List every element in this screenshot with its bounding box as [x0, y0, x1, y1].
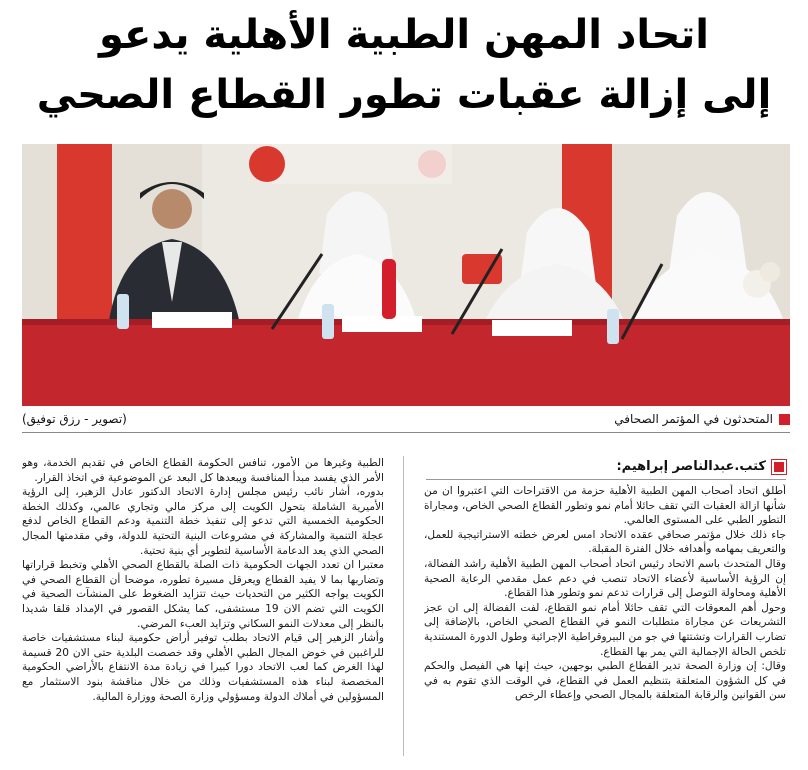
- paragraph: معتبرا ان تعدد الجهات الحكومية ذات الصلة بالقطاع الصحي الأهلي وتخبط قراراتها وتضاربها بما لا يفيد القطاع ويعرقل مسيرة تطوره، موضحا أن القطاع الصحي في الكويت يواجه الكثير من التحديات حيث تتزايد الضغوط على المنشآت الصحية في الكويت التي تضم الان 19 مستشفى، كما يشكل القصور في الإمداد قلقا شديدا بالنظر إلى معدلات النمو السكاني وتزايد العبء المرضي.: [22, 559, 384, 630]
- paragraph: جاء ذلك خلال مؤتمر صحافي عقده الاتحاد امس لعرض خطته الاستراتيجية للعمل، والتعريف بمهامه وأهدافه خلال الفترة المقبلة.: [424, 528, 786, 556]
- caption-marker-icon: [779, 414, 790, 425]
- photo-credit: (تصوير - رزق توفيق): [22, 412, 127, 426]
- byline-marker-icon: [772, 460, 786, 474]
- article-column-right: [424, 484, 786, 770]
- byline: [426, 455, 786, 480]
- paragraph: وأشار الزهير إلى قيام الاتحاد بطلب توفير أراض حكومية لبناء مستشفيات خاصة للراغبين في خوض المجال الطبي الأهلي وقد خصصت البلدية حتى الان 20 قسيمة لهذا الغرض كما لعب الاتحاد دورا كبيرا في زيادة مدة الانتفاع بالأراضي الحكومية المخصصة لبناء هذه المستشفيات وذلك من خلال مناقشة بنود الاستثمار مع المسؤولين في أملاك الدولة ومسؤولي وزارة الصحة ووزارة المالية.: [22, 632, 384, 703]
- headline-line-2: إلى إزالة عقبات تطور القطاع الصحي: [36, 72, 772, 118]
- byline-text: كتب.عبدالناصر إبراهيم:: [616, 459, 766, 474]
- article-column-left: [22, 456, 384, 770]
- column-divider: [403, 456, 404, 756]
- photo-caption-bar: [22, 408, 790, 430]
- caption-rule: [22, 432, 790, 433]
- headline-line-1: اتحاد المهن الطبية الأهلية يدعو: [98, 12, 710, 58]
- paragraph: الطبية وغيرها من الأمور، تنافس الحكومة القطاع الخاص في تقديم الخدمة، وهو الأمر الذي يفسد مبدأ المنافسة ويبعدها كل البعد عن الموضوعية في اتخاذ القرار.: [22, 457, 384, 484]
- photo-caption: المتحدثون في المؤتمر الصحافي: [614, 408, 790, 430]
- paragraph: وحول أهم المعوقات التي تقف حائلا أمام نمو القطاع، لفت الفضالة إلى ان عجز التشريعات عن مجاراة متطلبات النمو في القطاع الصحي الخاص، بالإضافة إلى تضارب القرارات وتشتتها في جو من البيروقراطية الإجرائية وطول الدورة المستندية تلخص الحالة الإجمالية التي يمر بها القطاع.: [424, 601, 786, 658]
- paragraph: أطلق اتحاد أصحاب المهن الطبية الأهلية حزمة من الاقتراحات التي اعتبروا ان من شأنها ازالة العقبات التي تقف حائلا أمام نمو وتطور القطاع الصحي الخاص، ومجاراة التطور الطبي على المستوى العالمي.: [424, 485, 786, 527]
- paragraph: وقال المتحدث باسم الاتحاد رئيس اتحاد أصحاب المهن الطبية الأهلية راشد الفضالة، إن الرؤية الأساسية لأعضاء الاتحاد تنصب في دعم عمل مقدمي الرعاية الصحية الأهلية ومحاولة التوصل إلى قرارات تدعم نمو وتطور هذا القطاع.: [424, 557, 786, 600]
- paragraph: بدوره، أشار نائب رئيس مجلس إدارة الاتحاد الدكتور عادل الزهير، إلى الرؤية الأميرية الشاملة بتحول الكويت إلى مركز مالي وتجاري عالمي، وكذلك الخطة الحكومية الخمسية التي تدعو إلى تنفيذ خطة التنمية ودعم القطاع الخاص لدفع عجلة التنمية والمشاركة في مشروعات البنية التحتية للدولة، وفي مقدمتها المجال الصحي الذي يعد الدعامة الأساسية لتطوير أي بنية تحتية.: [22, 486, 384, 557]
- headline: [0, 6, 808, 126]
- press-conference-photo: [22, 144, 790, 406]
- paragraph: وقال: إن وزارة الصحة تدير القطاع الطبي بوجهين، حيث إنها هي الفيصل والحكم في كل الشؤون المتعلقة بتنظيم العمل في القطاع، في الوقت الذي تقوم به في سن القوانين والرقابة المتعلقة بالمجال الصحي وإعطاء الرخص: [424, 660, 786, 702]
